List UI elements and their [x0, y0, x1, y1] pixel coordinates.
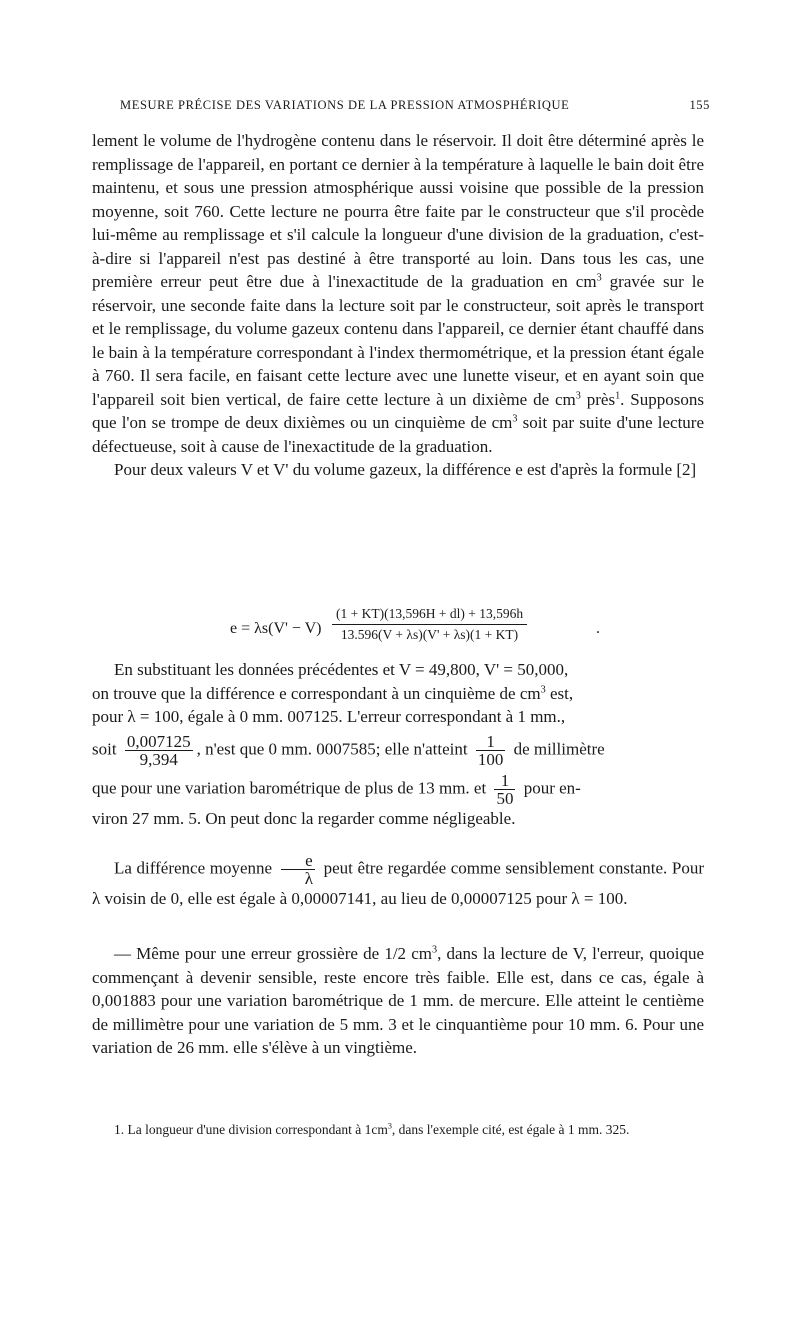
inline-fraction — [125, 733, 193, 768]
text-line — [92, 733, 704, 768]
paragraph-4 — [92, 852, 704, 911]
text-run: soit — [92, 738, 117, 758]
superscript: 3 — [596, 272, 602, 284]
footnote-text: La longueur d'une division correspondant à 1cm — [124, 1122, 388, 1137]
fraction-numerator: e — [281, 852, 315, 870]
text-line: viron 27 mm. 5. On peut donc la regarder comme négligeable. — [92, 808, 516, 828]
paragraph-5 — [92, 942, 704, 1060]
text-run: de millimètre — [513, 738, 605, 758]
text-run: , dans la lecture de V, l'erreur, quoique commençant à devenir sensible, reste encore très faible. Elle est, dans ce cas, égale à 0,001883 pour une variation barométrique de 1 mm. de mercure. Elle atteint le centième de millimètre pour une variation de 5 mm. 3 et le cinquantième pour 10 mm. 6. Pour une variation de 26 mm. elle s'élève à un vingtième. — [92, 944, 704, 1057]
paragraph-text: soit par suite d'une lecture défectueuse, soit à cause de l'inexactitude de la graduation. — [92, 413, 705, 456]
formula — [230, 606, 670, 654]
inline-fraction — [476, 733, 506, 768]
superscript: 3 — [387, 1121, 392, 1131]
text-line: pour λ = 100, égale à 0 mm. 007125. L'erreur correspondant à 1 mm., — [92, 707, 566, 726]
formula-lhs: e = λs(V' − V) — [230, 620, 322, 637]
fraction-denominator: 9,394 — [139, 749, 178, 769]
footnote-marker: 1. — [114, 1122, 125, 1137]
text-run: que pour une variation barométrique de plus de 13 mm. et — [92, 777, 487, 797]
fraction-numerator: 1 — [476, 733, 506, 751]
paragraph-3 — [92, 658, 704, 830]
superscript: 3 — [575, 389, 581, 401]
formula-period: . — [596, 620, 600, 637]
page-number: 155 — [689, 98, 710, 112]
fraction-denominator: 100 — [477, 749, 504, 769]
fraction-denominator: λ — [304, 869, 313, 888]
text-run: peut être regardée comme sensiblement constante. Pour λ voisin de 0, elle est égale à 0,00007141, au lieu de 0,00007125 pour λ = 100. — [92, 858, 705, 908]
text-run: pour en- — [523, 777, 581, 797]
superscript: 3 — [432, 944, 438, 956]
text-run: on trouve que la différence e correspondant à un cinquième de cm — [92, 683, 541, 703]
inline-fraction — [281, 852, 315, 887]
superscript: 3 — [540, 683, 546, 695]
paragraph-text: près — [580, 389, 616, 409]
paragraph-text: gravée sur le réservoir, une seconde faite dans la lecture soit par le constructeur, soit après le transport et le remplissage, du volume gazeux contenu dans l'appareil, ce dernier étant chauffé dans le bain à la température correspondant à l'index thermométrique, et la pression étant égale à 760. Il sera facile, en faisant cette lecture avec une lunette viseur, et en ayant soin que l'appareil soit bien vertical, de faire cette lecture à un dixième de cm — [92, 272, 705, 409]
footnote — [92, 1120, 704, 1140]
fraction-numerator: 0,007125 — [126, 731, 191, 751]
fraction-denominator: 50 — [496, 788, 514, 808]
text-run: La différence moyenne — [114, 858, 273, 878]
footnote-reference: 1 — [615, 389, 621, 401]
text-run: est, — [545, 683, 574, 703]
text-line: En substituant les données précédentes et V = 49,800, V' = 50,000, — [114, 660, 569, 679]
text-line — [92, 682, 704, 706]
text-line — [92, 772, 704, 807]
paragraph-2: Pour deux valeurs V et V' du volume gazeux, la différence e est d'après la formule [2] — [114, 460, 697, 479]
formula-fraction — [332, 606, 527, 643]
paragraph-text: lement le volume de l'hydrogène contenu dans le réservoir. Il doit être déterminé après le remplissage de l'appareil, en portant ce dernier à la température à laquelle le bain doit être maintenu, et sous une pression atmosphérique aussi voisine que possible de la pression moyenne, soit 760. Cette lecture ne pourra être faite par le constructeur que s'il procède lui-même au remplissage et s'il calcule la longueur d'une division de la graduation, c'est-à-dire si l'appareil n'est pas destiné à être transporté au loin. Dans tous les cas, une première erreur peut être due à l'inexactitude de la graduation en cm — [92, 131, 704, 291]
text-run: — Même pour une erreur grossière de 1/2 cm — [114, 944, 432, 963]
formula-denominator: 13.596(V + λs)(V' + λs)(1 + KT) — [340, 627, 519, 642]
footnote-text: , dans l'exemple cité, est égale à 1 mm. 325. — [391, 1122, 630, 1137]
text-run: , n'est que 0 mm. 0007585; elle n'atteint — [196, 738, 468, 758]
superscript: 3 — [512, 413, 518, 425]
paragraph-text: . Supposons que l'on se trompe de deux dixièmes ou un cinquième de cm — [92, 389, 704, 432]
fraction-numerator: 1 — [494, 772, 515, 790]
inline-fraction — [494, 772, 515, 807]
paragraph-1 — [92, 129, 704, 482]
formula-numerator: (1 + KT)(13,596H + dl) + 13,596h — [332, 606, 527, 625]
running-title: MESURE PRÉCISE DES VARIATIONS DE LA PRESSION ATMOSPHÉRIQUE — [120, 98, 570, 112]
